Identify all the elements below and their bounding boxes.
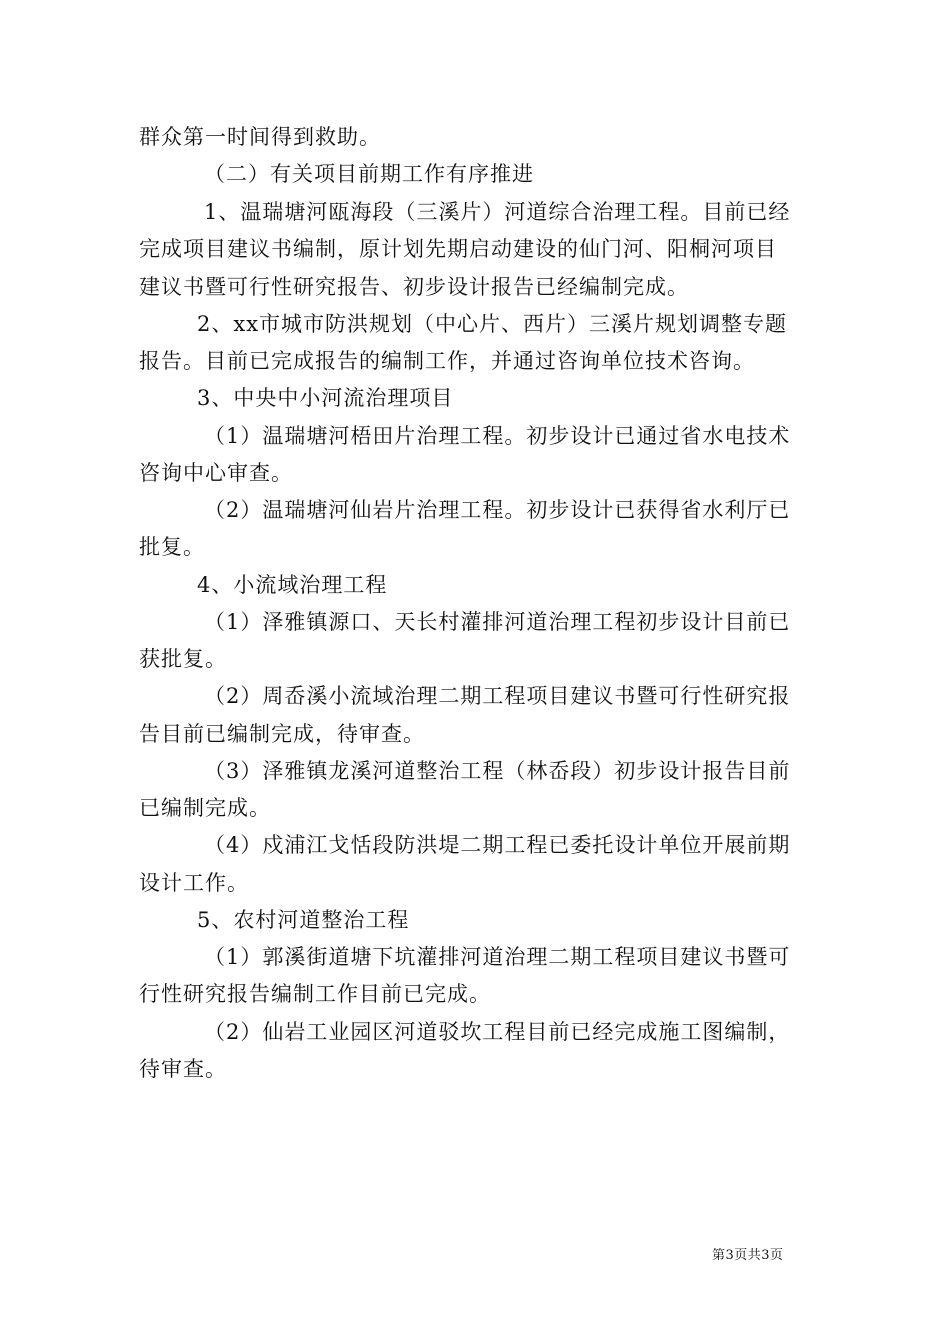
body-line: （1）泽雅镇源口、天长村灌排河道治理工程初步设计目前已 [204,610,791,634]
body-line: （2）周岙溪小流域治理二期工程项目建议书暨可行性研究报 [204,684,791,708]
item-heading: 4、小流域治理工程 [197,573,388,597]
page-number: 第3页共3页 [712,1248,784,1263]
body-line: 群众第一时间得到救助。 [139,125,381,149]
body-line: 建议书暨可行性研究报告、初步设计报告已经编制完成。 [139,275,689,299]
body-line: 报告。目前已完成报告的编制工作，并通过咨询单位技术咨询。 [139,349,755,373]
body-line: 已编制完成。 [139,796,271,820]
body-line: 1、温瑞塘河瓯海段（三溪片）河道综合治理工程。目前已经 [204,200,791,224]
body-line: （2）仙岩工业园区河道驳坎工程目前已经完成施工图编制， [204,1020,791,1044]
section-heading: （二）有关项目前期工作有序推进 [204,162,534,186]
body-line: 待审查。 [139,1057,227,1081]
body-line: 咨询中心审查。 [139,461,293,485]
body-line: 告目前已编制完成，待审查。 [139,722,425,746]
body-line: （4）戍浦江戈恬段防洪堤二期工程已委托设计单位开展前期 [204,833,791,857]
body-line: （2）温瑞塘河仙岩片治理工程。初步设计已获得省水利厅已 [204,498,791,522]
body-line: 批复。 [139,535,205,559]
item-heading: 3、中央中小河流治理项目 [197,386,454,410]
body-line: 获批复。 [139,647,227,671]
item-heading: 5、农村河道整治工程 [197,908,410,932]
body-line: 完成项目建议书编制，原计划先期启动建设的仙门河、阳桐河项目 [139,237,777,261]
body-line: （3）泽雅镇龙溪河道整治工程（林岙段）初步设计报告目前 [204,759,791,783]
body-line: 行性研究报告编制工作目前已完成。 [139,982,491,1006]
body-line: 设计工作。 [139,871,249,895]
body-line: （1）郭溪街道塘下坑灌排河道治理二期工程项目建议书暨可 [204,945,791,969]
body-line: 2、xx市城市防洪规划（中心片、西片）三溪片规划调整专题 [197,312,788,336]
body-line: （1）温瑞塘河梧田片治理工程。初步设计已通过省水电技术 [204,424,791,448]
